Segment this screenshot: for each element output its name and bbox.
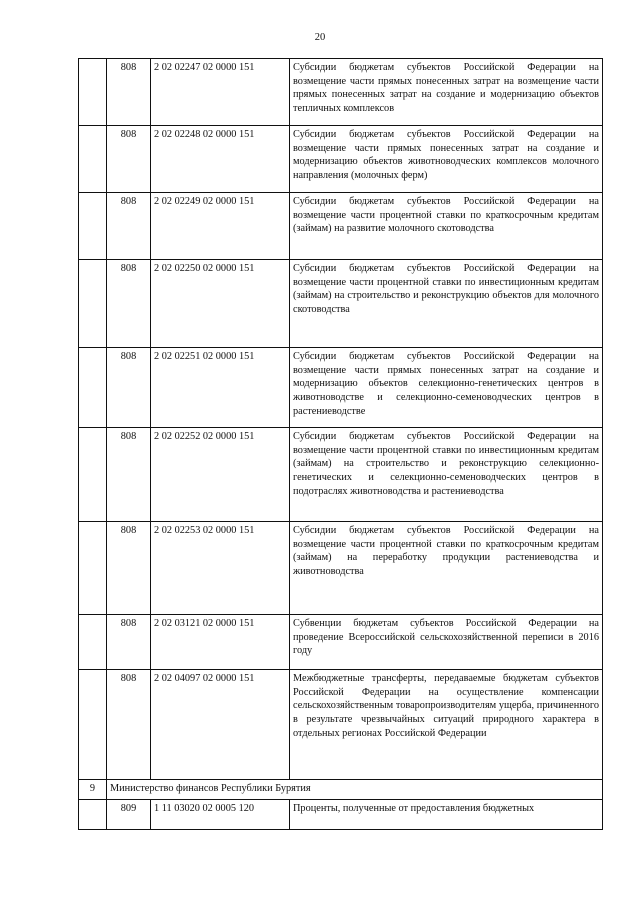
revenue-code-cell: 2 02 04097 02 0000 151: [151, 670, 290, 780]
table-row: [79, 193, 603, 260]
revenue-name-cell: Субсидии бюджетам субъектов Российской Федерации на возмещение части процентной ставки по инвестиционным кредитам (займам) на строительство и реконструкцию объектов для молочного скотоводства: [290, 260, 603, 348]
row-number-cell: [79, 348, 107, 428]
revenue-code-cell: 2 02 02253 02 0000 151: [151, 522, 290, 615]
table-row: [79, 800, 603, 830]
section-row: [79, 780, 603, 800]
revenue-name-cell: Межбюджетные трансферты, передаваемые бюджетам субъектов Российской Федерации на осуществление компенсации сельскохозяйственным товаропроизводителям ущерба, причиненного в результате чрезвычайных ситуаций природного характера в отдельных регионах Российской Федерации: [290, 670, 603, 780]
row-number-cell: [79, 800, 107, 830]
admin-code-cell: 808: [107, 193, 151, 260]
row-number-cell: [79, 126, 107, 193]
revenue-code-cell: 2 02 02249 02 0000 151: [151, 193, 290, 260]
row-number-cell: [79, 522, 107, 615]
table-body: [79, 59, 603, 830]
revenue-name-cell: Проценты, полученные от предоставления бюджетных: [290, 800, 603, 830]
row-number-cell: [79, 59, 107, 126]
table-row: [79, 522, 603, 615]
table-row: [79, 428, 603, 522]
revenue-code-cell: 2 02 02248 02 0000 151: [151, 126, 290, 193]
admin-code-cell: 808: [107, 670, 151, 780]
page-number: 20: [314, 32, 326, 43]
table-row: [79, 59, 603, 126]
revenue-name-cell: Субсидии бюджетам субъектов Российской Федерации на возмещение части прямых понесенных затрат на создание и модернизацию объектов селекционно-генетических центров в животноводстве и селекционно-семеноводческих центров в растениеводстве: [290, 348, 603, 428]
table-row: [79, 126, 603, 193]
revenue-code-cell: 2 02 02252 02 0000 151: [151, 428, 290, 522]
revenue-code-cell: 1 11 03020 02 0005 120: [151, 800, 290, 830]
revenue-code-cell: 2 02 02251 02 0000 151: [151, 348, 290, 428]
admin-code-cell: 808: [107, 59, 151, 126]
table-row: [79, 670, 603, 780]
table-row: [79, 260, 603, 348]
row-number-cell: [79, 428, 107, 522]
row-number-cell: 9: [79, 780, 107, 800]
revenue-name-cell: Субсидии бюджетам субъектов Российской Федерации на возмещение части прямых понесенных затрат на возмещение части прямых понесенных затрат на создание и модернизацию объектов тепличных комплексов: [290, 59, 603, 126]
admin-code-cell: 808: [107, 260, 151, 348]
row-number-cell: [79, 670, 107, 780]
revenue-name-cell: Субсидии бюджетам субъектов Российской Федерации на возмещение части процентной ставки по инвестиционным кредитам (займам) на строительство и реконструкцию селекционно-генетических и селекционно-семеноводческих центров в подотраслях животноводства и растениеводства: [290, 428, 603, 522]
revenue-code-cell: 2 02 02250 02 0000 151: [151, 260, 290, 348]
revenue-name-cell: Субсидии бюджетам субъектов Российской Федерации на возмещение части процентной ставки по краткосрочным кредитам (займам) на развитие молочного скотоводства: [290, 193, 603, 260]
section-title-cell: Министерство финансов Республики Бурятия: [107, 780, 603, 800]
row-number-cell: [79, 193, 107, 260]
admin-code-cell: 808: [107, 522, 151, 615]
revenue-name-cell: Субвенции бюджетам субъектов Российской Федерации на проведение Всероссийской сельскохозяйственной переписи в 2016 году: [290, 615, 603, 670]
revenue-code-cell: 2 02 02247 02 0000 151: [151, 59, 290, 126]
row-number-cell: [79, 615, 107, 670]
admin-code-cell: 808: [107, 428, 151, 522]
revenue-codes-table: [78, 58, 603, 830]
admin-code-cell: 808: [107, 348, 151, 428]
row-number-cell: [79, 260, 107, 348]
revenue-code-cell: 2 02 03121 02 0000 151: [151, 615, 290, 670]
table-row: [79, 615, 603, 670]
admin-code-cell: 809: [107, 800, 151, 830]
admin-code-cell: 808: [107, 615, 151, 670]
admin-code-cell: 808: [107, 126, 151, 193]
table-row: [79, 348, 603, 428]
revenue-name-cell: Субсидии бюджетам субъектов Российской Федерации на возмещение части прямых понесенных затрат на создание и модернизацию объектов животноводческих комплексов молочного направления (молочных ферм): [290, 126, 603, 193]
revenue-name-cell: Субсидии бюджетам субъектов Российской Федерации на возмещение части процентной ставки по краткосрочным кредитам (займам) на переработку продукции растениеводства и животноводства: [290, 522, 603, 615]
